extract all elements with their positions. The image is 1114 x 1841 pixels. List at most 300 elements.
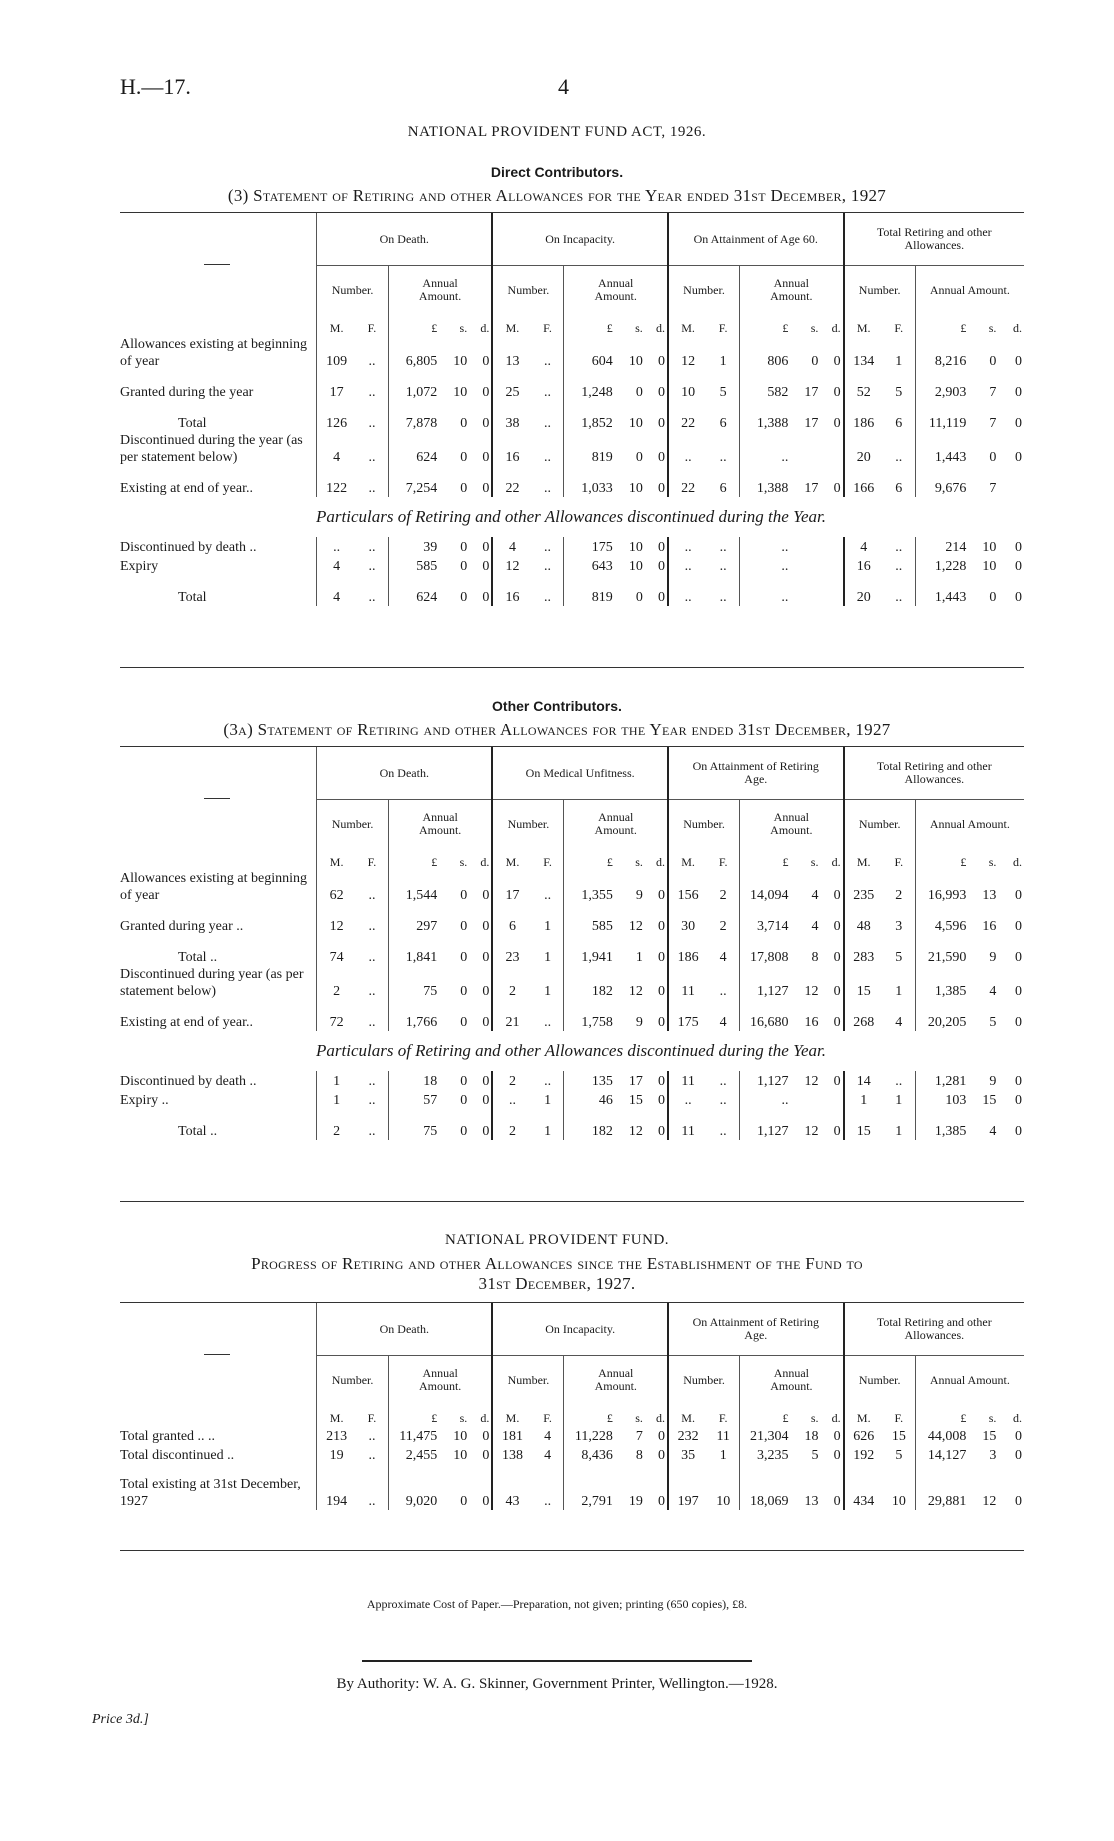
row-label: Total	[178, 590, 207, 605]
table-cell: 10	[453, 1448, 468, 1463]
table-cell: 103	[915, 1090, 968, 1109]
table-cell: 166	[844, 478, 883, 497]
table-cell: 0	[635, 385, 643, 400]
spacer-cell	[844, 1464, 883, 1476]
table-cell: 1	[844, 1090, 883, 1109]
spacer-cell	[645, 935, 668, 947]
spacer-cell	[668, 904, 707, 916]
table-cell: 0	[1015, 559, 1022, 574]
table-cell: 819	[564, 432, 615, 466]
spacer-cell	[844, 575, 883, 587]
number-header: Number.	[844, 800, 916, 849]
unit-label: £	[388, 848, 439, 870]
table-cell: 18	[388, 1071, 439, 1090]
table-cell: 0	[657, 559, 665, 574]
spacer-cell	[968, 401, 998, 413]
unit-label: F.	[894, 1411, 904, 1425]
unit-label: M.	[317, 314, 356, 336]
table-cell: 10	[453, 385, 468, 400]
unit-label: s.	[988, 855, 997, 869]
table-cell: 6	[719, 481, 727, 496]
table-cell: ..	[368, 559, 376, 574]
table-cell: 6,805	[388, 336, 439, 370]
table-cell: 8,436	[564, 1445, 615, 1464]
spacer-cell	[820, 370, 843, 382]
row-label: Existing at end of year..	[120, 481, 253, 496]
spacer-cell	[915, 401, 968, 413]
spacer-cell	[915, 1109, 968, 1121]
number-header: Number.	[844, 266, 916, 315]
row-label: Discontinued during year (as per statement below)	[120, 967, 304, 999]
table-cell: 0	[989, 354, 997, 369]
table-cell: ..	[668, 587, 707, 606]
spacer-cell	[668, 1000, 707, 1012]
table-cell: ..	[317, 537, 356, 556]
table-cell: 5	[989, 1015, 997, 1030]
table-cell: 74	[317, 947, 356, 966]
rule	[120, 1550, 1024, 1551]
table-cell: ..	[368, 1074, 376, 1089]
spacer-cell	[790, 1000, 820, 1012]
unit-label: £	[388, 314, 439, 336]
spacer-cell	[615, 1000, 645, 1012]
spacer-cell	[317, 1000, 356, 1012]
table-cell: 19	[317, 1445, 356, 1464]
row-label: Granted during the year	[120, 385, 254, 400]
table-row	[118, 1012, 1024, 1031]
number-header: Number.	[668, 266, 740, 315]
table-cell: 0	[482, 1448, 490, 1463]
table-cell: 4	[989, 984, 997, 999]
spacer-cell	[532, 401, 564, 413]
annual-amount-header: Annual Amount.	[388, 800, 492, 849]
table-cell: 0	[482, 540, 490, 555]
annual-amount-header: Annual Amount.	[915, 800, 1024, 849]
table-cell: 0	[482, 1093, 490, 1108]
spacer-cell	[532, 1464, 564, 1476]
stub-cell	[118, 935, 317, 947]
unit-label: M.	[317, 848, 356, 870]
table-cell: 39	[388, 537, 439, 556]
annual-amount-header: Annual Amount.	[564, 800, 668, 849]
table-cell: 11,228	[564, 1426, 615, 1445]
table-cell: 6	[895, 481, 903, 496]
unit-label: F.	[718, 321, 728, 335]
row-label: Total existing at 31st December, 1927	[120, 1477, 301, 1509]
spacer-cell	[707, 935, 739, 947]
table-cell: 1	[544, 1093, 552, 1108]
table-cell: 13	[804, 1494, 819, 1509]
rule	[120, 667, 1024, 668]
spacer-cell	[564, 1464, 615, 1476]
table-cell: ..	[544, 450, 552, 465]
table-cell: 1,228	[915, 556, 968, 575]
spacer-cell	[564, 466, 615, 478]
table-cell: 0	[833, 984, 841, 999]
table-cell: 1,388	[740, 478, 791, 497]
spacer-row	[118, 575, 1024, 587]
table-cell: 0	[482, 919, 490, 934]
spacer-cell	[844, 935, 883, 947]
table-row	[118, 1426, 1024, 1445]
table-cell: 15	[891, 1429, 906, 1444]
table-cell: ..	[740, 432, 791, 466]
table-cell: 2	[895, 888, 903, 903]
row-label: Expiry	[120, 559, 159, 574]
spacer-cell	[998, 935, 1024, 947]
spacer-cell	[790, 935, 820, 947]
table-cell: ..	[719, 590, 727, 605]
table-cell: 35	[668, 1445, 707, 1464]
table-cell: 21	[492, 1012, 531, 1031]
table-cell: 0	[833, 416, 841, 431]
table-cell: 0	[833, 1448, 841, 1463]
unit-label: d.	[1013, 1411, 1022, 1425]
row-label: Expiry ..	[120, 1093, 169, 1108]
table-cell: 1,248	[564, 382, 615, 401]
unit-label: s.	[810, 855, 819, 869]
table-cell: ..	[544, 354, 552, 369]
table-cell: 11	[716, 1429, 730, 1444]
row-label: Discontinued during the year (as per statement below)	[120, 433, 303, 465]
stub-cell	[118, 401, 317, 413]
unit-label: d.	[480, 1411, 490, 1425]
table-cell: 1,852	[564, 413, 615, 432]
table-cell	[790, 537, 820, 556]
table-cell: 0	[833, 1015, 841, 1030]
table-cell: 1	[719, 354, 727, 369]
group-header-row	[118, 1303, 1024, 1356]
table-cell: 0	[460, 1093, 468, 1108]
progress-title-line2: 31st December, 1927.	[478, 1274, 636, 1293]
table-cell: 15	[982, 1093, 997, 1108]
spacer-cell	[388, 1109, 439, 1121]
table-row	[118, 966, 1024, 1000]
table-cell: 12	[982, 1494, 997, 1509]
spacer-cell	[915, 935, 968, 947]
table-cell: 17	[804, 481, 819, 496]
table-cell: ..	[368, 984, 376, 999]
authority-line: By Authority: W. A. G. Skinner, Government Printer, Wellington.—1928.	[336, 1676, 778, 1692]
table-cell: 2	[492, 1121, 531, 1140]
table-cell: 0	[833, 1494, 841, 1509]
table-cell: 12	[628, 919, 643, 934]
unit-label: M.	[844, 1404, 883, 1426]
spacer-cell	[883, 1464, 915, 1476]
spacer-cell	[668, 1109, 707, 1121]
progress-subhead: NATIONAL PROVIDENT FUND.	[444, 1232, 670, 1248]
table-cell: 0	[657, 950, 665, 965]
table-cell: 1	[635, 950, 643, 965]
unit-label: s.	[635, 321, 643, 335]
row-label: Total	[178, 416, 207, 431]
table-cell: 585	[564, 916, 615, 935]
table-cell: 1,443	[915, 587, 968, 606]
row-label: Discontinued by death ..	[120, 1074, 257, 1089]
table-cell: 1	[544, 919, 552, 934]
table-cell: 0	[833, 481, 841, 496]
stub-cell	[118, 904, 317, 916]
group-header-row	[118, 213, 1024, 266]
unit-label: £	[564, 314, 615, 336]
table-cell: 0	[635, 590, 643, 605]
table-cell: 0	[482, 1015, 490, 1030]
number-header: Number.	[668, 1356, 740, 1405]
table-cell: ..	[368, 590, 376, 605]
table-cell: 11,119	[915, 413, 968, 432]
table-cell: ..	[719, 559, 727, 574]
table-cell: 1,941	[564, 947, 615, 966]
spacer-cell	[668, 370, 707, 382]
table-cell: 11,475	[388, 1426, 439, 1445]
particulars-row	[118, 497, 1024, 537]
table-cell: 1,758	[564, 1012, 615, 1031]
table-cell: 4	[544, 1429, 552, 1444]
table-cell: 126	[317, 413, 356, 432]
table-cell	[820, 556, 843, 575]
units-row	[118, 1404, 1024, 1426]
stub-dash	[204, 1354, 230, 1355]
table-cell: 2,455	[388, 1445, 439, 1464]
table-row	[118, 587, 1024, 606]
spacer-cell	[317, 1109, 356, 1121]
table-cell: 0	[1015, 1429, 1022, 1444]
unit-label: F.	[718, 855, 728, 869]
unit-label: £	[915, 1404, 968, 1426]
table-cell: 135	[564, 1071, 615, 1090]
table-row	[118, 947, 1024, 966]
spacer-cell	[532, 904, 564, 916]
unit-label: s.	[459, 321, 468, 335]
table-cell: 624	[388, 432, 439, 466]
table-cell: 4	[317, 556, 356, 575]
spacer-cell	[740, 1109, 791, 1121]
table-cell: 1,127	[740, 1121, 791, 1140]
table-cell: 21,304	[740, 1426, 791, 1445]
unit-label: M.	[668, 314, 707, 336]
table-cell: 0	[460, 888, 468, 903]
table-cell: 1,127	[740, 1071, 791, 1090]
table-cell	[820, 537, 843, 556]
spacer-cell	[668, 401, 707, 413]
table-cell: 10	[982, 559, 997, 574]
table-cell	[790, 1090, 820, 1109]
table-cell: 0	[989, 590, 997, 605]
spacer-cell	[388, 935, 439, 947]
table-cell: 0	[657, 1124, 665, 1139]
spacer-cell	[844, 1000, 883, 1012]
spacer-cell	[388, 466, 439, 478]
unit-label: s.	[459, 855, 468, 869]
table-cell: 819	[564, 587, 615, 606]
table-cell: 0	[460, 1015, 468, 1030]
table-cell: 0	[657, 481, 665, 496]
unit-label: F.	[543, 1411, 552, 1425]
table-cell: ..	[368, 1124, 376, 1139]
table-cell: 624	[388, 587, 439, 606]
table-cell: 52	[844, 382, 883, 401]
number-header: Number.	[844, 1356, 916, 1405]
table-cell: 0	[460, 450, 468, 465]
table-cell: ..	[368, 354, 376, 369]
table-cell: 10	[628, 540, 643, 555]
table-cell: 1,072	[388, 382, 439, 401]
table-cell: 0	[1015, 1015, 1022, 1030]
stub-cell	[118, 1000, 317, 1012]
unit-label: s.	[635, 855, 643, 869]
spacer-cell	[469, 370, 492, 382]
spacer-cell	[645, 1464, 668, 1476]
unit-label: s.	[635, 1411, 643, 1425]
spacer-cell	[645, 370, 668, 382]
table-cell: ..	[895, 450, 903, 465]
table-cell: 5	[895, 385, 903, 400]
table-cell: 9	[989, 1074, 997, 1089]
spacer-cell	[388, 1464, 439, 1476]
group-header: On Medical Unfitness.	[492, 747, 668, 800]
spacer-cell	[564, 935, 615, 947]
unit-label: £	[388, 1404, 439, 1426]
annual-amount-header: Annual Amount.	[740, 266, 844, 315]
unit-label: d.	[1013, 321, 1022, 335]
table-row	[118, 556, 1024, 575]
row-label: Total granted .. ..	[120, 1429, 216, 1444]
table-cell: 0	[460, 540, 468, 555]
spacer-cell	[790, 466, 820, 478]
spacer-cell	[883, 401, 915, 413]
unit-label: M.	[492, 1404, 531, 1426]
table-cell: 0	[460, 416, 468, 431]
unit-label: d.	[480, 855, 490, 869]
progress-table	[118, 1303, 1024, 1510]
table-cell: 1	[895, 1124, 903, 1139]
table-cell: 0	[833, 919, 841, 934]
spacer-cell	[356, 466, 388, 478]
spacer-cell	[356, 1109, 388, 1121]
unit-label: £	[564, 848, 615, 870]
group-header: Total Retiring and other Allowances.	[844, 213, 1024, 266]
table-cell: 0	[460, 950, 468, 965]
table-cell: ..	[895, 590, 903, 605]
spacer-cell	[968, 1109, 998, 1121]
unit-label: £	[740, 848, 791, 870]
spacer-cell	[740, 904, 791, 916]
table-cell: 10	[453, 354, 468, 369]
table-cell: 10	[628, 416, 643, 431]
table-cell: ..	[368, 416, 376, 431]
group-header: On Attainment of Retiring Age.	[668, 1303, 844, 1356]
group-header: On Attainment of Retiring Age.	[668, 747, 844, 800]
table-cell: 232	[668, 1426, 707, 1445]
table-cell: 7	[989, 481, 997, 496]
table-cell: 197	[668, 1476, 707, 1510]
table-cell: 4,596	[915, 916, 968, 935]
table-cell: 0	[482, 1494, 490, 1509]
table-cell: ..	[544, 1494, 552, 1509]
spacer-cell	[492, 1464, 531, 1476]
act-title: NATIONAL PROVIDENT FUND ACT, 1926.	[407, 124, 707, 140]
spacer-cell	[968, 575, 998, 587]
table-cell: ..	[895, 540, 903, 555]
unit-label: d.	[1013, 855, 1022, 869]
spacer-cell	[790, 575, 820, 587]
table-cell: ..	[368, 950, 376, 965]
spacer-cell	[707, 1109, 739, 1121]
table-row	[118, 1071, 1024, 1090]
spacer-cell	[532, 370, 564, 382]
table-cell: 7,254	[388, 478, 439, 497]
unit-label: F.	[367, 1411, 377, 1425]
spacer-cell	[883, 1000, 915, 1012]
table-cell	[790, 556, 820, 575]
table-cell: 186	[668, 947, 707, 966]
table-cell: 0	[657, 540, 665, 555]
unit-label: s.	[810, 1411, 819, 1425]
spacer-cell	[564, 1000, 615, 1012]
direct-title: (3) Statement of Retiring and other Allowances for the Year ended 31st December, 1927	[227, 186, 887, 205]
table-cell: 2,903	[915, 382, 968, 401]
table-cell: 16	[492, 587, 531, 606]
table-cell: 13	[492, 336, 531, 370]
table-cell: 0	[482, 1074, 490, 1089]
spacer-cell	[883, 935, 915, 947]
other-title: (3a) Statement of Retiring and other Allowances for the Year ended 31st December, 1927	[223, 720, 891, 739]
spacer-cell	[615, 935, 645, 947]
table-cell: 0	[989, 450, 997, 465]
group-header: On Death.	[317, 1303, 493, 1356]
annual-amount-header: Annual Amount.	[915, 266, 1024, 315]
spacer-cell	[790, 904, 820, 916]
spacer-cell	[492, 904, 531, 916]
table-cell: 0	[833, 385, 841, 400]
spacer-cell	[883, 575, 915, 587]
table-cell: 0	[1015, 888, 1022, 903]
spacer-row	[118, 1464, 1024, 1476]
table-cell: 0	[482, 888, 490, 903]
stub-header	[118, 747, 317, 848]
table-cell: 181	[492, 1426, 531, 1445]
unit-label: F.	[367, 321, 377, 335]
spacer-cell	[388, 1000, 439, 1012]
spacer-cell	[968, 1464, 998, 1476]
table-cell: 11	[668, 966, 707, 1000]
number-header: Number.	[492, 266, 564, 315]
table-cell: ..	[740, 556, 791, 575]
table-cell: ..	[544, 416, 552, 431]
table-cell: 12	[317, 916, 356, 935]
table-cell: 2	[317, 966, 356, 1000]
spacer-cell	[668, 1464, 707, 1476]
spacer-cell	[844, 401, 883, 413]
unit-label: F.	[543, 855, 552, 869]
unit-label: £	[564, 1404, 615, 1426]
table-cell: ..	[368, 1448, 376, 1463]
spacer-cell	[439, 904, 469, 916]
table-cell: 182	[564, 1121, 615, 1140]
table-row	[118, 870, 1024, 904]
spacer-row	[118, 1109, 1024, 1121]
unit-label: £	[915, 848, 968, 870]
stub-dash	[204, 798, 230, 799]
page-number: 4	[558, 74, 569, 99]
table-cell: 0	[833, 1124, 841, 1139]
row-label: Total discontinued ..	[120, 1448, 235, 1463]
table-cell: 1	[317, 1071, 356, 1090]
table-cell: 75	[388, 966, 439, 1000]
table-cell: ..	[719, 450, 727, 465]
table-cell: 1,544	[388, 870, 439, 904]
spacer-cell	[356, 401, 388, 413]
